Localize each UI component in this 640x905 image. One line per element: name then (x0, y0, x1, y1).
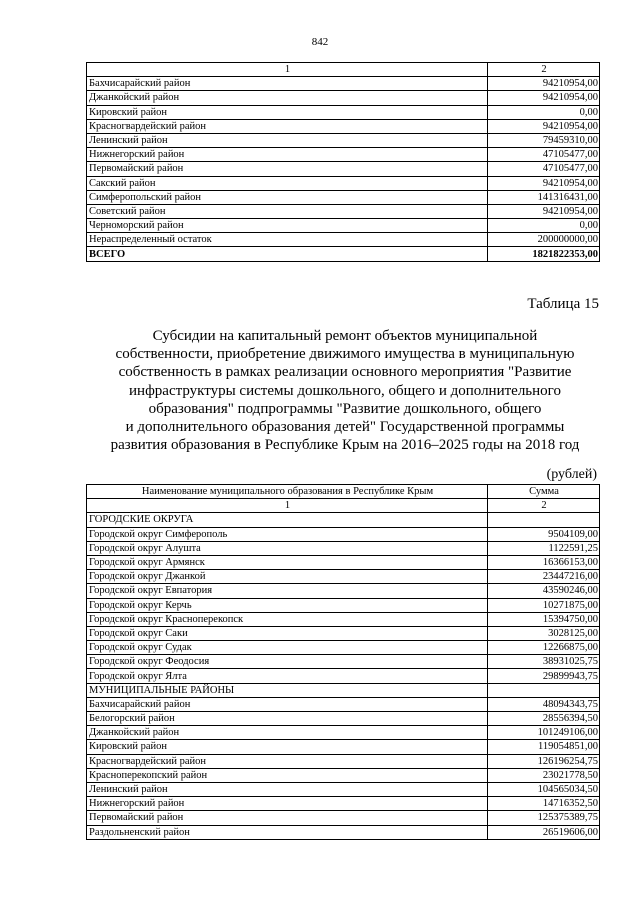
total-label: ВСЕГО (87, 247, 488, 261)
column-number-2: 2 (488, 499, 600, 513)
table-row (87, 782, 600, 796)
row-amount: 125375389,75 (488, 811, 600, 825)
row-name: Городской округ Джанкой (87, 570, 488, 584)
row-amount: 104565034,50 (488, 782, 600, 796)
row-name: Джанкойский район (87, 91, 488, 105)
title-line: инфраструктуры системы дошкольного, общего и дополнительного (129, 382, 561, 399)
column-number-1: 1 (87, 499, 488, 513)
row-amount: 47105477,00 (488, 148, 600, 162)
table-row (87, 697, 600, 711)
row-name: Кировский район (87, 105, 488, 119)
row-name: Городской округ Судак (87, 641, 488, 655)
row-name: Бахчисарайский район (87, 77, 488, 91)
table-row (87, 555, 600, 569)
title-line: собственность в рамках реализации основного мероприятия "Развитие (118, 364, 572, 381)
table-row (87, 77, 600, 91)
table-row (87, 527, 600, 541)
table-row (87, 105, 600, 119)
row-name: Кировский район (87, 740, 488, 754)
row-name: Городской округ Керчь (87, 598, 488, 612)
row-amount: 9504109,00 (488, 527, 600, 541)
section-row (87, 683, 600, 697)
empty-cell (488, 513, 600, 527)
table-row (87, 233, 600, 247)
row-amount: 126196254,75 (488, 754, 600, 768)
table-row (87, 626, 600, 640)
units-label: (рублей) (546, 467, 597, 482)
row-amount: 0,00 (488, 219, 600, 233)
table-row (87, 190, 600, 204)
row-name: Городской округ Феодосия (87, 655, 488, 669)
row-amount: 28556394,50 (488, 712, 600, 726)
table-row (87, 740, 600, 754)
title-line: образования" подпрограммы "Развитие дошкольного, общего (148, 400, 542, 417)
row-name: Городской округ Армянск (87, 555, 488, 569)
row-name: Красногвардейский район (87, 119, 488, 133)
section-title: ГОРОДСКИЕ ОКРУГА (87, 513, 488, 527)
table-row (87, 219, 600, 233)
table-row (87, 811, 600, 825)
row-amount: 14716352,50 (488, 797, 600, 811)
page-number: 842 (311, 36, 329, 48)
row-name: Ленинский район (87, 782, 488, 796)
row-name: Городской округ Ялта (87, 669, 488, 683)
table-row (87, 641, 600, 655)
row-name: Городской округ Красноперекопск (87, 612, 488, 626)
row-amount: 23021778,50 (488, 768, 600, 782)
row-name: Нижнегорский район (87, 148, 488, 162)
row-name: Джанкойский район (87, 726, 488, 740)
table-row (87, 712, 600, 726)
table-title (95, 327, 595, 454)
title-line: собственности, приобретение движимого имущества в муниципальную (115, 346, 575, 363)
row-amount: 94210954,00 (488, 91, 600, 105)
table-row (87, 768, 600, 782)
table-row (87, 541, 600, 555)
row-name: Белогорский район (87, 712, 488, 726)
row-name: Красногвардейский район (87, 754, 488, 768)
table-row (87, 148, 600, 162)
row-amount: 94210954,00 (488, 77, 600, 91)
row-name: Нижнегорский район (87, 797, 488, 811)
row-name: Черноморский район (87, 219, 488, 233)
column-number-2: 2 (488, 63, 600, 77)
row-name: Красноперекопский район (87, 768, 488, 782)
row-amount: 43590246,00 (488, 584, 600, 598)
row-amount: 94210954,00 (488, 204, 600, 218)
table-row (87, 162, 600, 176)
row-amount: 79459310,00 (488, 133, 600, 147)
table-row (87, 119, 600, 133)
row-amount: 10271875,00 (488, 598, 600, 612)
table-row (87, 133, 600, 147)
column-number-1: 1 (87, 63, 488, 77)
table-row (87, 570, 600, 584)
total-row (87, 247, 600, 261)
row-amount: 200000000,00 (488, 233, 600, 247)
row-amount: 29899943,75 (488, 669, 600, 683)
table-row (87, 176, 600, 190)
row-amount: 26519606,00 (488, 825, 600, 839)
header-row (87, 485, 600, 499)
title-line: Субсидии на капитальный ремонт объектов муниципальной (152, 328, 538, 344)
row-amount: 119054851,00 (488, 740, 600, 754)
column-number-row (87, 499, 600, 513)
row-amount: 48094343,75 (488, 697, 600, 711)
table-row (87, 91, 600, 105)
row-amount: 1122591,25 (488, 541, 600, 555)
row-amount: 23447216,00 (488, 570, 600, 584)
row-name: Нераспределенный остаток (87, 233, 488, 247)
row-name: Раздольненский район (87, 825, 488, 839)
title-line: развития образования в Республике Крым на 2016–2025 годы на 2018 год (110, 437, 580, 454)
row-amount: 101249106,00 (488, 726, 600, 740)
column-number-row (87, 63, 600, 77)
table-row (87, 612, 600, 626)
table-row (87, 584, 600, 598)
row-amount: 47105477,00 (488, 162, 600, 176)
table-row (87, 204, 600, 218)
row-name: Советский район (87, 204, 488, 218)
title-line: и дополнительного образования детей" Государственной программы (125, 419, 565, 436)
section-title: МУНИЦИПАЛЬНЫЕ РАЙОНЫ (87, 683, 488, 697)
row-amount: 15394750,00 (488, 612, 600, 626)
table-row (87, 598, 600, 612)
row-name: Городской округ Симферополь (87, 527, 488, 541)
row-name: Сакский район (87, 176, 488, 190)
table-row (87, 797, 600, 811)
row-name: Ленинский район (87, 133, 488, 147)
row-amount: 16366153,00 (488, 555, 600, 569)
row-name: Городской округ Саки (87, 626, 488, 640)
table-row (87, 726, 600, 740)
row-amount: 141316431,00 (488, 190, 600, 204)
header-amount: Сумма (488, 485, 600, 499)
row-amount: 12266875,00 (488, 641, 600, 655)
table-row (87, 754, 600, 768)
row-name: Первомайский район (87, 162, 488, 176)
row-name: Бахчисарайский район (87, 697, 488, 711)
section-row (87, 513, 600, 527)
row-amount: 0,00 (488, 105, 600, 119)
empty-cell (488, 683, 600, 697)
row-name: Первомайский район (87, 811, 488, 825)
subsidies-table (86, 484, 600, 840)
total-amount: 1821822353,00 (488, 247, 600, 261)
continued-table (86, 62, 600, 262)
row-amount: 94210954,00 (488, 119, 600, 133)
table-row (87, 669, 600, 683)
table-row (87, 825, 600, 839)
row-name: Симферопольский район (87, 190, 488, 204)
table-row (87, 655, 600, 669)
row-amount: 38931025,75 (488, 655, 600, 669)
header-name: Наименование муниципального образования в Республике Крым (87, 485, 488, 499)
table-caption: Таблица 15 (527, 296, 599, 312)
row-name: Городской округ Евпатория (87, 584, 488, 598)
row-amount: 94210954,00 (488, 176, 600, 190)
row-amount: 3028125,00 (488, 626, 600, 640)
row-name: Городской округ Алушта (87, 541, 488, 555)
